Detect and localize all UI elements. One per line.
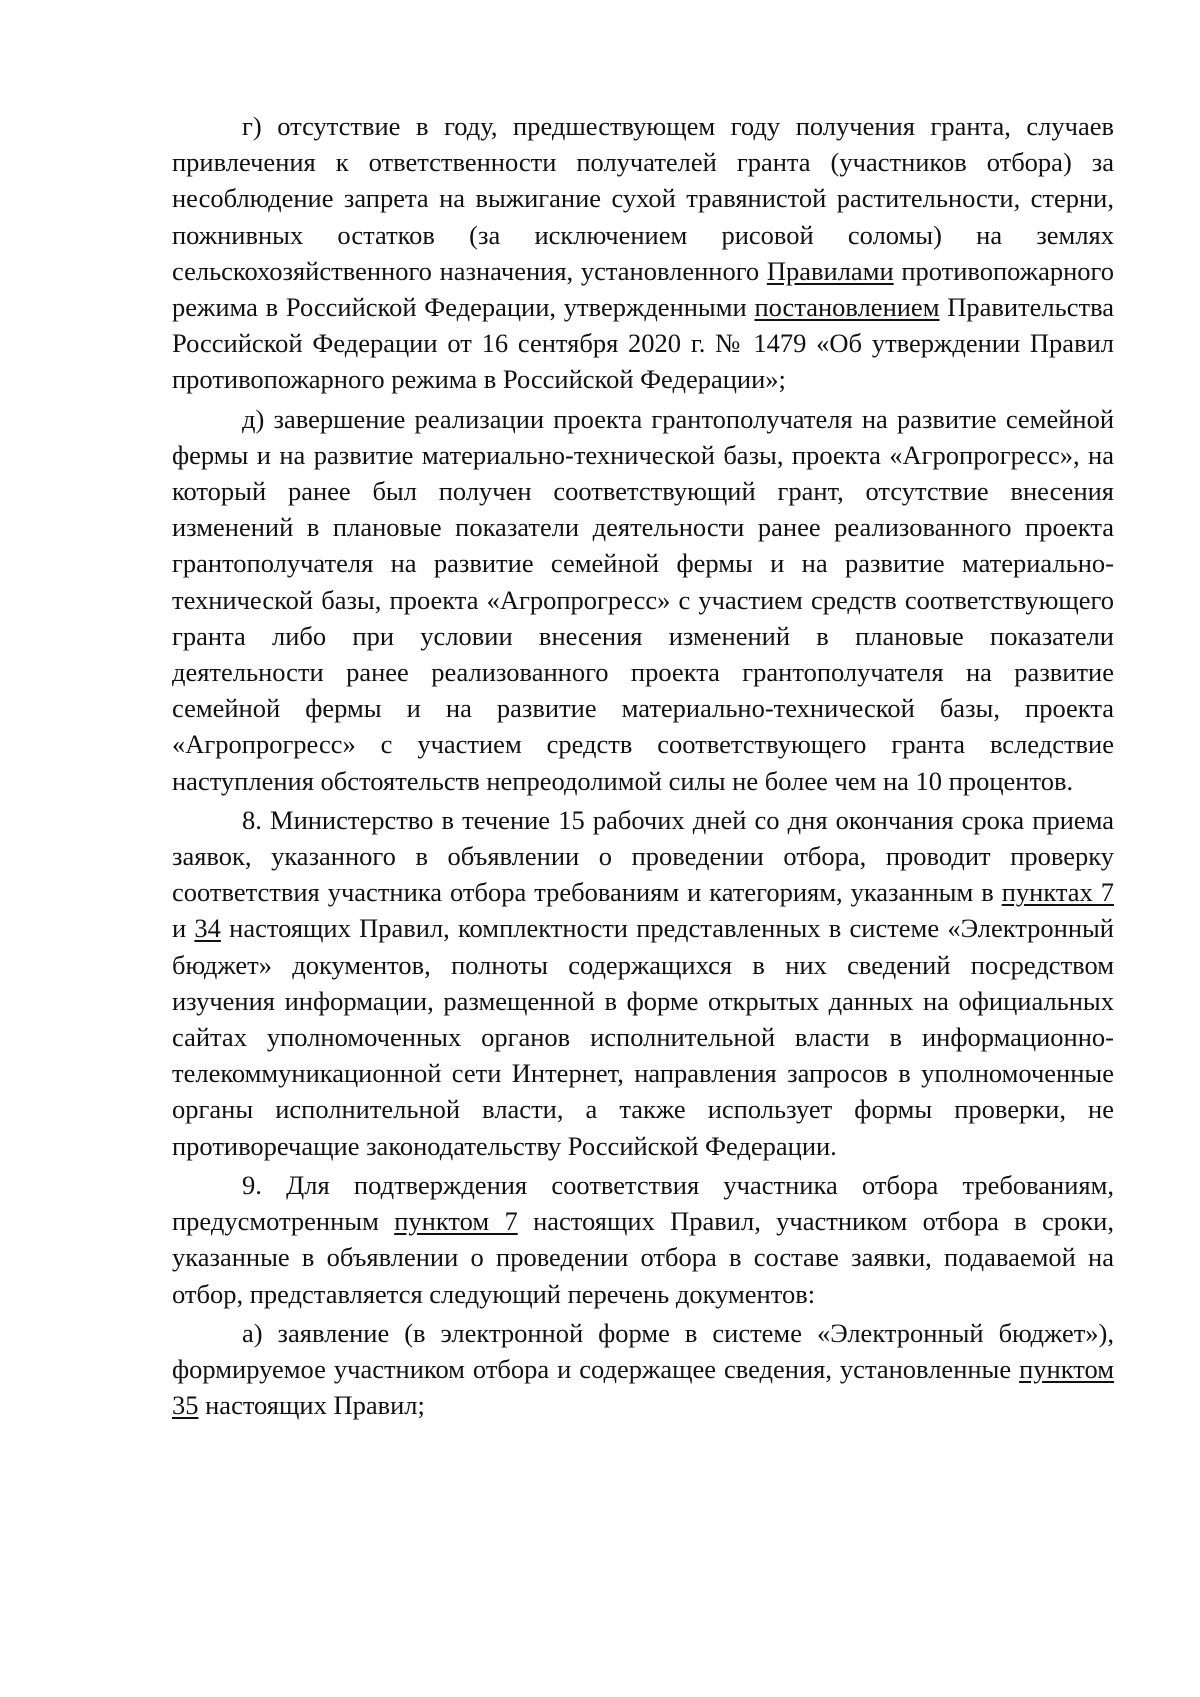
paragraph-a [172,1315,1114,1424]
paragraph-g-text-1: г) отсутствие в году, предшествующем году получения гранта, случаев привлечения к ответственности получателей гранта (участников отбора) за несоблюдение запрета на выжигание сухой травянистой растительности, стерни, пожнивных остатков (за исключением рисовой соломы) на землях сельскохозяйственного назначения, установленного [172,111,1114,286]
link-item-7[interactable]: пунктах 7 [1001,877,1114,908]
paragraph-8-text-1: 8. Министерство в течение 15 рабочих дней со дня окончания срока приема заявок, указанного в объявлении о проведении отбора, проводит проверку соответствия участника отбора требованиям и категориям, указанным в [172,804,1114,908]
paragraph-9-text-2: настоящих Правил, участником отбора в сроки, указанные в объявлении о проведении отбора в составе заявки, подаваемой на отбор, представляется следующий перечень документов: [172,1206,1114,1309]
paragraph-9 [172,1167,1114,1312]
paragraph-8-text-2: и [172,913,195,944]
link-point-35[interactable]: пунктом 35 [172,1353,1114,1421]
paragraph-g-text-3: Правительства Российской Федерации от 16 сентября 2020 г. № 1479 «Об утверждении Правил противопожарного режима в Российской Федерации»; [172,292,1115,395]
paragraph-a-text-2: настоящих Правил; [198,1390,425,1421]
paragraph-d [172,401,1114,799]
paragraph-g-text-2: противопожарного режима в Российской Федерации, утвержденными [172,255,1114,323]
link-government-resolution[interactable]: постановлением [754,292,940,323]
paragraph-9-text-1: 9. Для подтверждения соответствия участника отбора требованиям, предусмотренным [172,1169,1114,1237]
link-point-7[interactable]: пунктом 7 [394,1206,518,1237]
link-item-34[interactable]: 34 [194,913,221,944]
link-fire-rules[interactable]: Правилами [766,255,894,286]
paragraph-d-text: д) завершение реализации проекта грантополучателя на развитие семейной фермы и на развитие материально-технической базы, проекта «Агропрогресс», на который ранее был получен соответствующий грант, отсутствие внесения изменений в плановые показатели деятельности ранее реализованного проекта грантополучателя на развитие семейной фермы и на развитие материально-технической базы, проекта «Агропрогресс» с участием средств соответствующего гранта либо при условии внесения изменений в плановые показатели деятельности ранее реализованного проекта грантополучателя на развитие семейной фермы и на развитие материально-технической базы, проекта «Агропрогресс» с участием средств соответствующего гранта вследствие наступления обстоятельств непреодолимой силы не более чем на 10 процентов. [172,403,1114,796]
paragraph-8-text-3: настоящих Правил, комплектности представленных в системе «Электронный бюджет» документов, полноты содержащихся в них сведений посредством изучения информации, размещенной в форме открытых данных на официальных сайтах уполномоченных органов исполнительной власти в информационно-телекоммуникационной сети Интернет, направления запросов в уполномоченные органы исполнительной власти, а также использует формы проверки, не противоречащие законодательству Российской Федерации. [172,913,1114,1161]
paragraph-a-text-1: а) заявление (в электронной форме в системе «Электронный бюджет»), формируемое участником отбора и содержащее сведения, установленные [172,1317,1114,1384]
paragraph-g [172,108,1114,398]
paragraph-8 [172,802,1114,1164]
